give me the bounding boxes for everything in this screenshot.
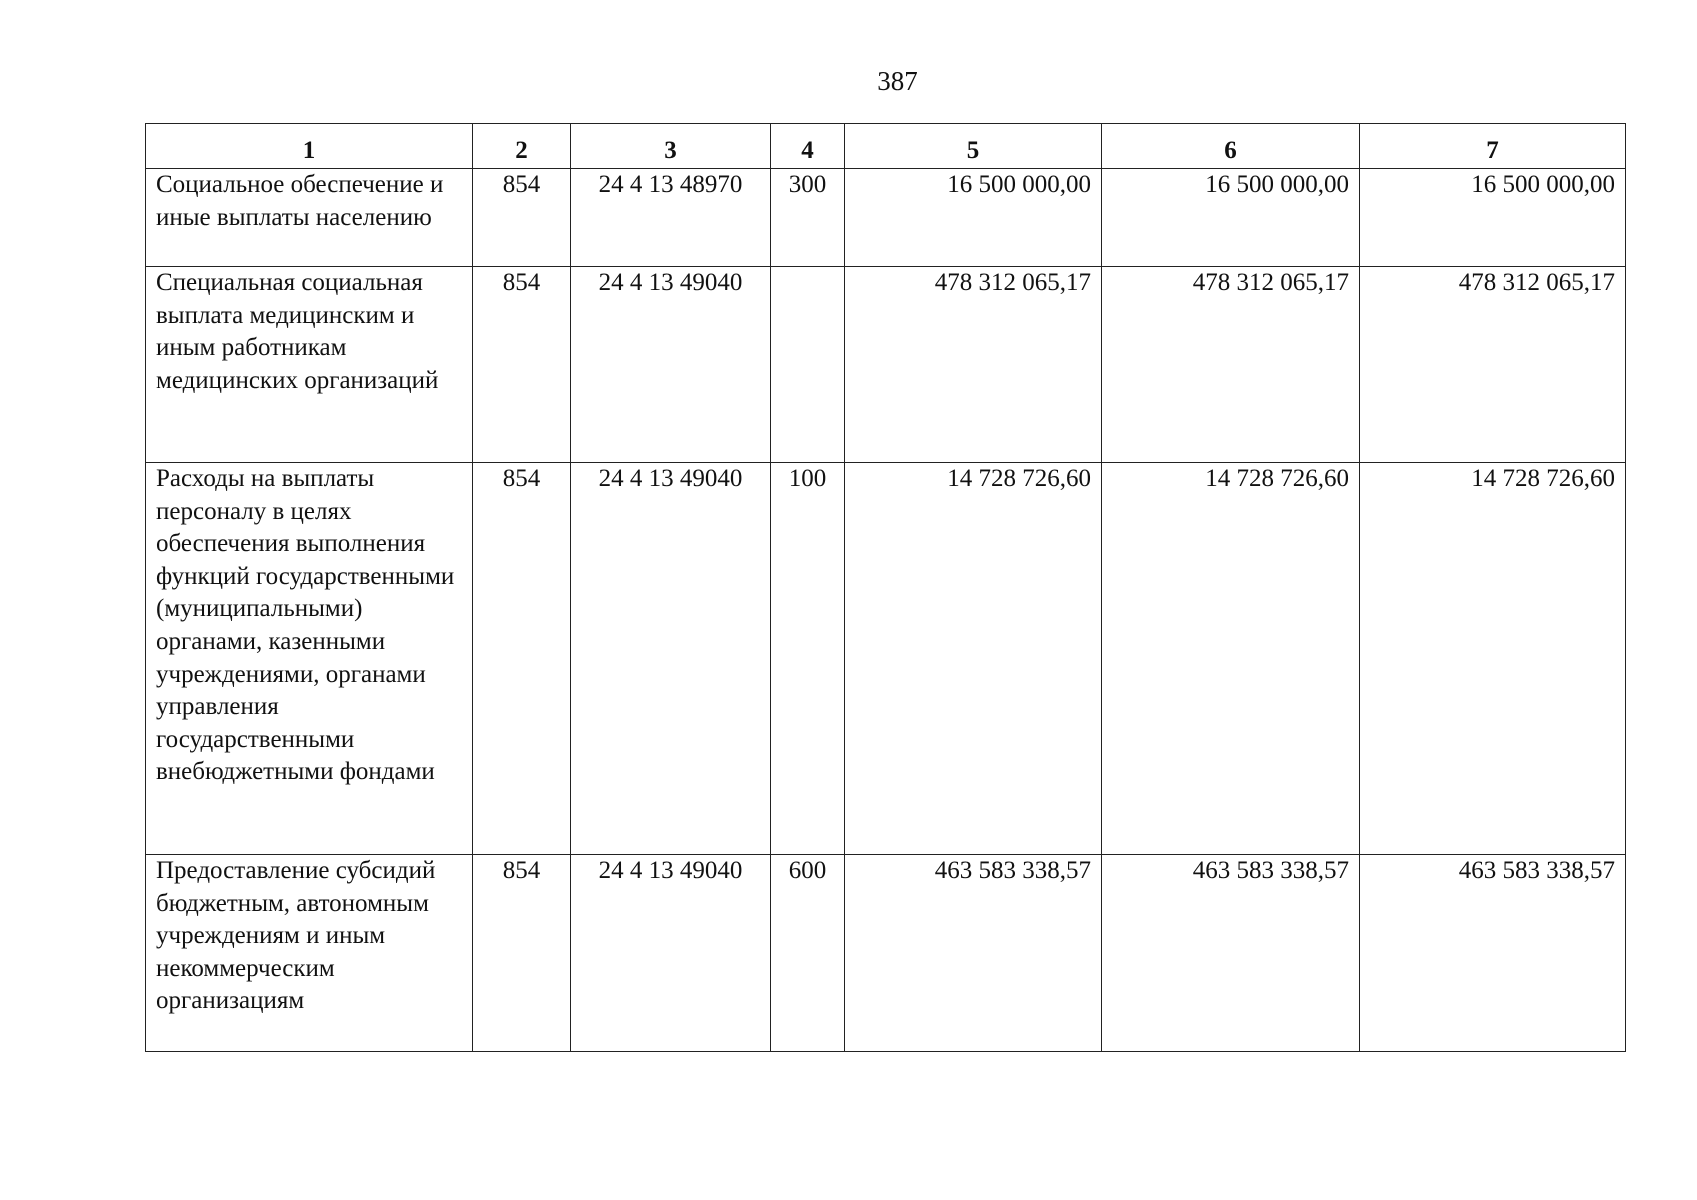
amount-cell: 478 312 065,17 <box>1360 267 1626 463</box>
table-cell: 24 4 13 48970 <box>571 169 771 267</box>
header-row <box>146 124 1626 169</box>
table-cell: 24 4 13 49040 <box>571 267 771 463</box>
column-header: 3 <box>571 124 771 169</box>
amount-cell: 463 583 338,57 <box>845 855 1102 1052</box>
table-row <box>146 169 1626 267</box>
amount-cell: 16 500 000,00 <box>1102 169 1360 267</box>
column-header: 1 <box>146 124 473 169</box>
amount-cell: 14 728 726,60 <box>1360 463 1626 855</box>
table-cell: 854 <box>473 463 571 855</box>
amount-cell: 478 312 065,17 <box>1102 267 1360 463</box>
table-cell <box>771 267 845 463</box>
amount-cell: 16 500 000,00 <box>1360 169 1626 267</box>
table-cell: 100 <box>771 463 845 855</box>
table-cell: 854 <box>473 855 571 1052</box>
table-row <box>146 267 1626 463</box>
column-header: 7 <box>1360 124 1626 169</box>
amount-cell: 478 312 065,17 <box>845 267 1102 463</box>
table-row <box>146 463 1626 855</box>
page-number: 387 <box>877 66 918 96</box>
amount-cell: 14 728 726,60 <box>845 463 1102 855</box>
budget-table <box>145 123 1626 1052</box>
row-name-cell: Социальное обеспечение и иные выплаты населению <box>146 169 473 267</box>
table-cell: 854 <box>473 169 571 267</box>
amount-cell: 463 583 338,57 <box>1102 855 1360 1052</box>
column-header: 4 <box>771 124 845 169</box>
table-cell: 300 <box>771 169 845 267</box>
amount-cell: 16 500 000,00 <box>845 169 1102 267</box>
column-header: 2 <box>473 124 571 169</box>
row-name-cell: Специальная социальная выплата медицинским и иным работникам медицинских организаций <box>146 267 473 463</box>
table-cell: 24 4 13 49040 <box>571 463 771 855</box>
table-cell: 24 4 13 49040 <box>571 855 771 1052</box>
table-row <box>146 855 1626 1052</box>
table-cell: 854 <box>473 267 571 463</box>
row-name-cell: Предоставление субсидий бюджетным, автономным учреждениям и иным некоммерческим организациям <box>146 855 473 1052</box>
row-name-cell: Расходы на выплаты персоналу в целях обеспечения выполнения функций государственными (муниципальными) органами, казенными учреждениями, органами управления государственными внебюджетными фондами <box>146 463 473 855</box>
column-header: 6 <box>1102 124 1360 169</box>
amount-cell: 463 583 338,57 <box>1360 855 1626 1052</box>
column-header: 5 <box>845 124 1102 169</box>
amount-cell: 14 728 726,60 <box>1102 463 1360 855</box>
table-cell: 600 <box>771 855 845 1052</box>
